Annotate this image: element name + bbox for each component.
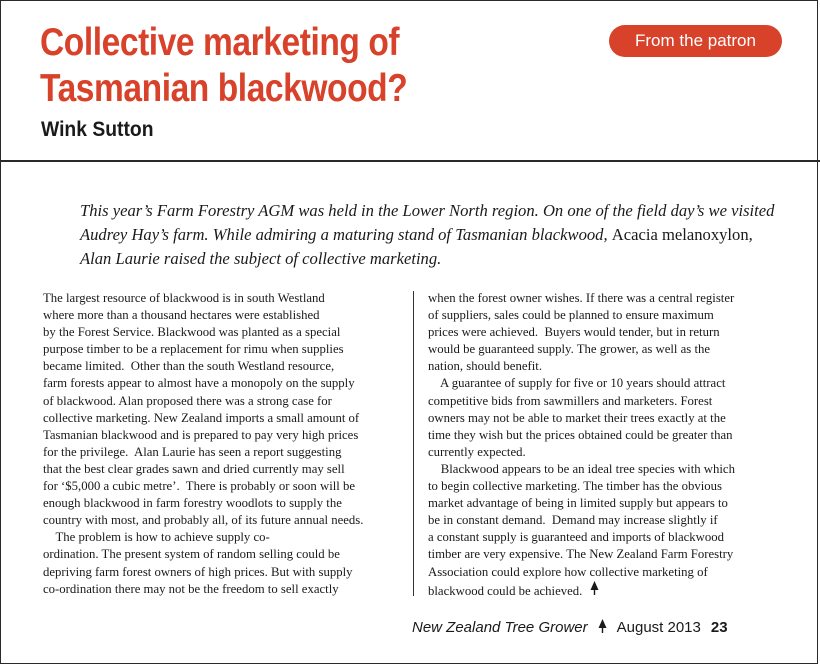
line-text: would be guaranteed supply. The grower, as well as the bbox=[428, 342, 711, 357]
column-line bbox=[428, 393, 788, 410]
intro-paragraph bbox=[80, 199, 780, 271]
column-line bbox=[428, 358, 788, 375]
line-text: market advantage of being in limited supply but appears to bbox=[428, 496, 728, 511]
column-line bbox=[428, 478, 788, 495]
left-column bbox=[43, 290, 403, 598]
column-line bbox=[428, 375, 788, 392]
column-line bbox=[428, 307, 788, 324]
column-line bbox=[428, 581, 788, 598]
column-line bbox=[43, 358, 403, 375]
line-text: to begin collective marketing. The timber has the obvious bbox=[428, 479, 723, 494]
line-text: farm forests appear to almost have a monopoly on the supply bbox=[43, 376, 355, 391]
line-text: competitive bids from sawmillers and marketers. Forest bbox=[428, 393, 713, 408]
line-text: co-ordination there may not be the freedom to sell exactly bbox=[43, 581, 339, 596]
line-text: where more than a thousand hectares were established bbox=[43, 308, 320, 323]
column-line bbox=[43, 478, 403, 495]
page-footer bbox=[412, 619, 728, 637]
line-text: collective marketing. New Zealand imports a small amount of bbox=[43, 410, 360, 425]
column-line bbox=[43, 495, 403, 512]
line-text: that the best clear grades sawn and dried currently may sell bbox=[43, 461, 345, 476]
column-line bbox=[428, 512, 788, 529]
column-line bbox=[43, 410, 403, 427]
section-badge: From the patron bbox=[609, 25, 782, 57]
column-line bbox=[43, 546, 403, 563]
column-line bbox=[428, 444, 788, 461]
column-line bbox=[428, 495, 788, 512]
column-line bbox=[43, 324, 403, 341]
line-text: prices were achieved. Buyers would tender, but in return bbox=[428, 325, 720, 340]
line-text: currently expected. bbox=[428, 444, 526, 459]
line-text: The problem is how to achieve supply co- bbox=[43, 530, 270, 545]
line-text: Tasmanian blackwood and is prepared to pay very high prices bbox=[43, 427, 359, 442]
title-line-2: Tasmanian blackwood? bbox=[40, 67, 408, 110]
issue-date: August 2013 bbox=[616, 619, 701, 636]
line-text: ordination. The present system of random selling could be bbox=[43, 547, 340, 562]
magazine-name: New Zealand Tree Grower bbox=[412, 619, 588, 636]
tree-icon bbox=[598, 619, 607, 637]
line-text: The largest resource of blackwood is in south Westland bbox=[43, 291, 325, 305]
line-text: when the forest owner wishes. If there was a central register bbox=[428, 291, 735, 305]
column-line bbox=[428, 529, 788, 546]
line-text: became limited. Other than the south Westland resource, bbox=[43, 359, 335, 374]
line-text: Association could explore how collective marketing of bbox=[428, 564, 708, 579]
column-line bbox=[428, 461, 788, 478]
column-line bbox=[43, 444, 403, 461]
column-line bbox=[43, 290, 403, 307]
column-line bbox=[428, 564, 788, 581]
header-divider bbox=[0, 160, 820, 162]
column-line bbox=[428, 546, 788, 563]
column-line bbox=[43, 307, 403, 324]
line-text: of blackwood. Alan proposed there was a strong case for bbox=[43, 393, 332, 408]
column-divider bbox=[413, 291, 414, 596]
column-line bbox=[43, 427, 403, 444]
line-text: by the Forest Service. Blackwood was planted as a special bbox=[43, 325, 341, 340]
column-line bbox=[428, 290, 788, 307]
line-text: owners may not be able to market their trees exactly at the bbox=[428, 410, 726, 425]
line-text: for the privilege. Alan Laurie has seen a report suggesting bbox=[43, 444, 342, 459]
right-column bbox=[428, 290, 788, 598]
line-text: be in constant demand. Demand may increase slightly if bbox=[428, 513, 718, 528]
column-line bbox=[43, 341, 403, 358]
line-text: country with most, and probably all, of its future annual needs. bbox=[43, 513, 364, 528]
column-line bbox=[43, 393, 403, 410]
line-text: Blackwood appears to be an ideal tree species with which bbox=[428, 461, 735, 476]
column-line bbox=[43, 512, 403, 529]
line-text: enough blackwood in farm forestry woodlots to supply the bbox=[43, 496, 342, 511]
author-name: Wink Sutton bbox=[41, 118, 154, 141]
intro-species: Acacia melanoxylon bbox=[611, 225, 749, 244]
intro-text-2: , Alan Laurie raised the subject of collective marketing. bbox=[80, 225, 753, 268]
line-text: nation, should benefit. bbox=[428, 359, 543, 374]
column-line bbox=[43, 564, 403, 581]
intro-text-1: This year’s Farm Forestry AGM was held in the Lower North region. On one of the field day’s we visited Audrey Hay’s farm. While admiring a maturing stand of Tasmanian blackwood, bbox=[80, 201, 775, 244]
line-text: timber are very expensive. The New Zealand Farm Forestry bbox=[428, 547, 734, 562]
column-line bbox=[43, 461, 403, 478]
column-line bbox=[428, 410, 788, 427]
line-text: time they wish but the prices obtained could be greater than bbox=[428, 427, 733, 442]
line-text: a constant supply is guaranteed and imports of blackwood bbox=[428, 530, 725, 545]
column-line bbox=[43, 375, 403, 392]
line-text: depriving farm forest owners of high prices. But with supply bbox=[43, 564, 353, 579]
column-line bbox=[43, 529, 403, 546]
article-title bbox=[40, 20, 407, 112]
line-text: of suppliers, sales could be planned to ensure maximum bbox=[428, 308, 714, 323]
line-text: for ‘$5,000 a cubic metre’. There is probably or soon will be bbox=[43, 479, 356, 494]
line-text: blackwood could be achieved. bbox=[428, 583, 583, 598]
column-line bbox=[43, 581, 403, 598]
tree-icon bbox=[590, 581, 599, 600]
page-number: 23 bbox=[710, 619, 728, 636]
column-line bbox=[428, 427, 788, 444]
line-text: purpose timber to be a replacement for rimu when supplies bbox=[43, 342, 344, 357]
line-text: A guarantee of supply for five or 10 years should attract bbox=[428, 376, 726, 391]
column-line bbox=[428, 341, 788, 358]
column-line bbox=[428, 324, 788, 341]
title-line-1: Collective marketing of bbox=[40, 21, 400, 64]
